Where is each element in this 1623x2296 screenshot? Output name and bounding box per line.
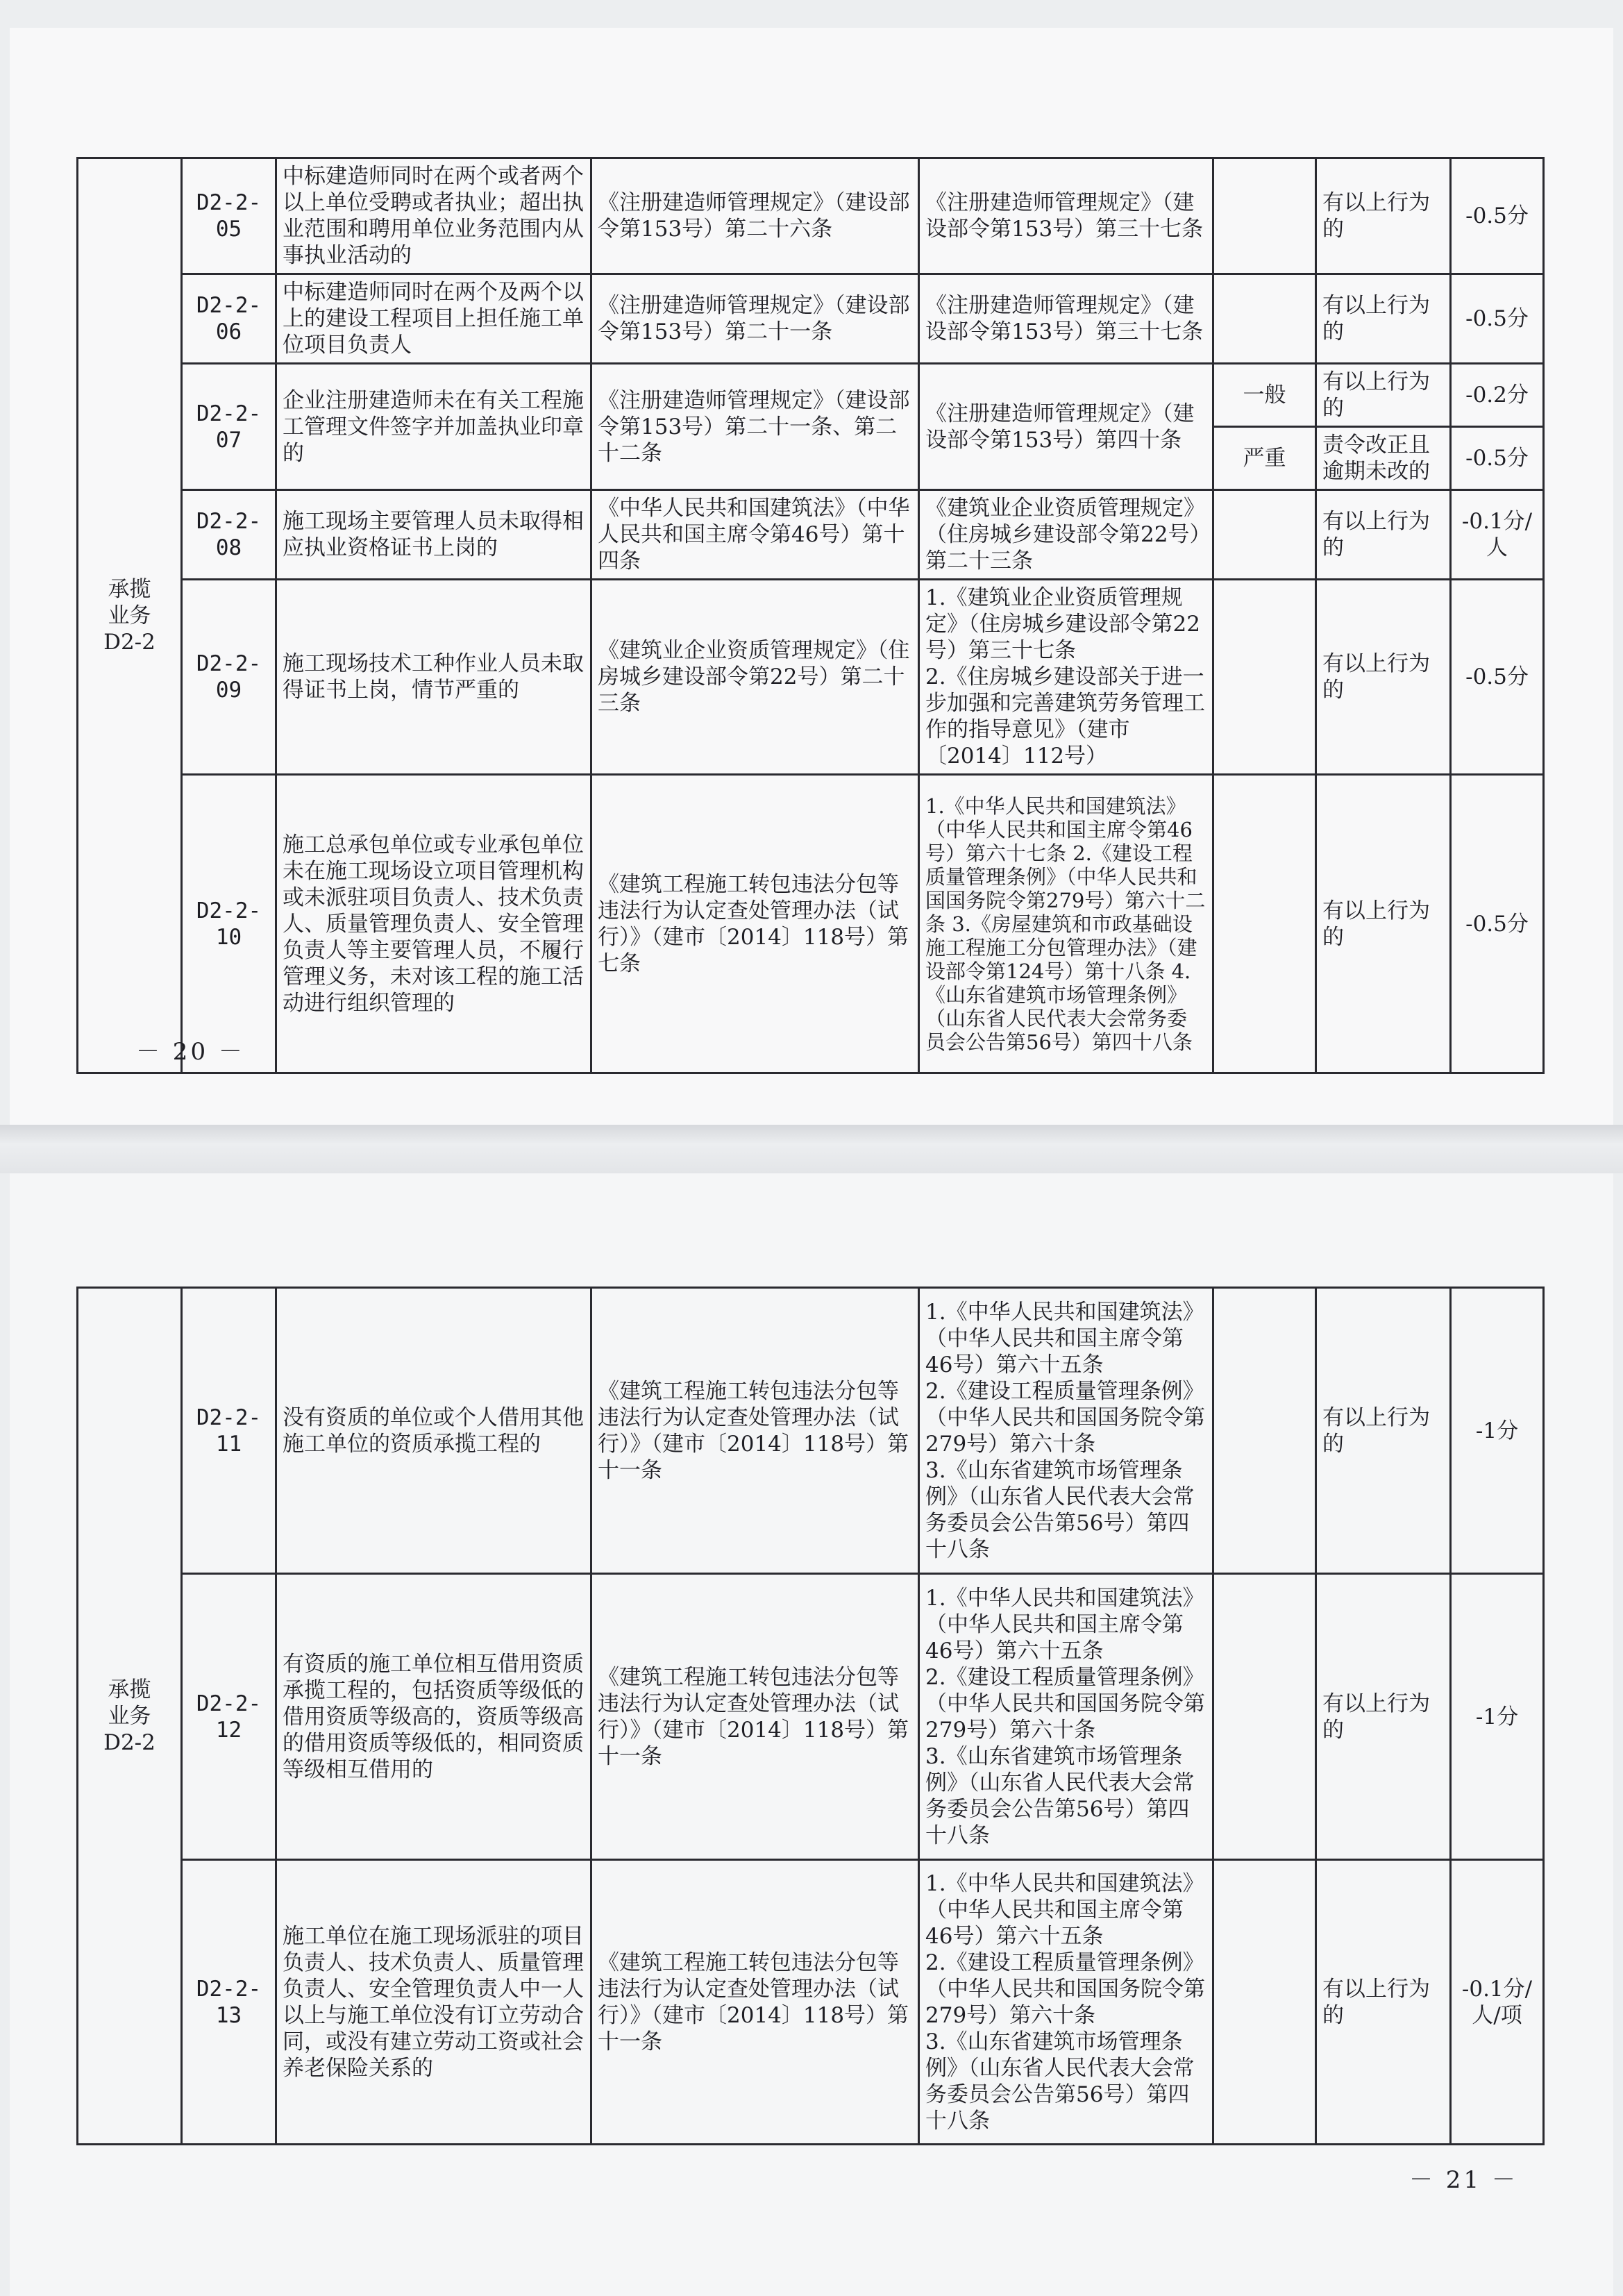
penalty-standard: 有以上行为的 (1316, 580, 1451, 775)
severity-level (1213, 775, 1316, 1073)
legal-basis: 《建筑工程施工转包违法分包等违法行为认定查处管理办法（试行）》（建市〔2014〕118号）第十一条 (591, 1288, 919, 1574)
severity-level (1213, 580, 1316, 775)
behavior-description: 有资质的施工单位相互借用资质承揽工程的，包括资质等级低的借用资质等级高的，资质等级高的借用资质等级低的，相同资质等级相互借用的 (276, 1574, 591, 1860)
penalty-table-page-21 (76, 1287, 1545, 2145)
legal-basis: 《注册建造师管理规定》（建设部令第153号）第二十一条、第二十二条 (591, 364, 919, 490)
penalty-standard: 责令改正且逾期未改的 (1316, 427, 1451, 490)
legal-basis: 《注册建造师管理规定》（建设部令第153号）第二十六条 (591, 158, 919, 274)
penalty-score: -0.5分 (1451, 274, 1544, 364)
severity-level (1213, 1860, 1316, 2145)
penalty-basis: 1.《中华人民共和国建筑法》（中华人民共和国主席令第46号）第六十七条 2.《建设工程质量管理条例》（中华人民共和国国务院令第279号）第六十二条 3.《房屋建筑和市政基础设施工程施工分包管理办法》（建设部令第124号）第十八条 4.《山东省建筑市场管理条例》（山东省人民代表大会常务委员会公告第56号）第四十八条 (919, 775, 1213, 1073)
legal-basis: 《中华人民共和国建筑法》（中华人民共和国主席令第46号）第十四条 (591, 490, 919, 580)
penalty-score: -0.1分/人 (1451, 490, 1544, 580)
penalty-basis: 1.《中华人民共和国建筑法》（中华人民共和国主席令第46号）第六十五条 2.《建设工程质量管理条例》（中华人民共和国国务院令第279号）第六十条 3.《山东省建筑市场管理条例》（山东省人民代表大会常务委员会公告第56号）第四十八条 (919, 1288, 1213, 1574)
penalty-basis: 1.《中华人民共和国建筑法》（中华人民共和国主席令第46号）第六十五条 2.《建设工程质量管理条例》（中华人民共和国国务院令第279号）第六十条 3.《山东省建筑市场管理条例》（山东省人民代表大会常务委员会公告第56号）第四十八条 (919, 1860, 1213, 2145)
severity-level: 严重 (1213, 427, 1316, 490)
penalty-basis: 《建筑业企业资质管理规定》（住房城乡建设部令第22号）第二十三条 (919, 490, 1213, 580)
behavior-code: D2-2-10 (182, 775, 276, 1073)
penalty-score: -0.5分 (1451, 427, 1544, 490)
penalty-basis: 《注册建造师管理规定》（建设部令第153号）第四十条 (919, 364, 1213, 490)
severity-level: 一般 (1213, 364, 1316, 427)
behavior-code: D2-2-12 (182, 1574, 276, 1860)
legal-basis: 《建筑工程施工转包违法分包等违法行为认定查处管理办法（试行）》（建市〔2014〕118号）第十一条 (591, 1574, 919, 1860)
penalty-basis: 1.《中华人民共和国建筑法》（中华人民共和国主席令第46号）第六十五条 2.《建设工程质量管理条例》（中华人民共和国国务院令第279号）第六十条 3.《山东省建筑市场管理条例》（山东省人民代表大会常务委员会公告第56号）第四十八条 (919, 1574, 1213, 1860)
behavior-description: 企业注册建造师未在有关工程施工管理文件签字并加盖执业印章的 (276, 364, 591, 490)
penalty-score: -1分 (1451, 1288, 1544, 1574)
penalty-standard: 有以上行为的 (1316, 490, 1451, 580)
table-row (78, 1288, 1544, 1574)
behavior-description: 施工单位在施工现场派驻的项目负责人、技术负责人、质量管理负责人、安全管理负责人中一人以上与施工单位没有订立劳动合同，或没有建立劳动工资或社会养老保险关系的 (276, 1860, 591, 2145)
table-row (78, 364, 1544, 427)
behavior-description: 施工现场主要管理人员未取得相应执业资格证书上岗的 (276, 490, 591, 580)
table-row (78, 1574, 1544, 1860)
penalty-score: -0.1分/人/项 (1451, 1860, 1544, 2145)
behavior-code: D2-2-13 (182, 1860, 276, 2145)
legal-basis: 《注册建造师管理规定》（建设部令第153号）第二十一条 (591, 274, 919, 364)
category-cell (78, 1288, 182, 2145)
severity-level (1213, 490, 1316, 580)
behavior-code: D2-2-11 (182, 1288, 276, 1574)
penalty-basis: 1.《建筑业企业资质管理规定》（住房城乡建设部令第22号）第三十七条 2.《住房城乡建设部关于进一步加强和完善建筑劳务管理工作的指导意见》（建市〔2014〕112号） (919, 580, 1213, 775)
behavior-description: 施工现场技术工种作业人员未取得证书上岗，情节严重的 (276, 580, 591, 775)
penalty-basis: 《注册建造师管理规定》（建设部令第153号）第三十七条 (919, 158, 1213, 274)
behavior-code: D2-2-08 (182, 490, 276, 580)
table-row (78, 490, 1544, 580)
penalty-basis: 《注册建造师管理规定》（建设部令第153号）第三十七条 (919, 274, 1213, 364)
penalty-score: -1分 (1451, 1574, 1544, 1860)
penalty-standard: 有以上行为的 (1316, 158, 1451, 274)
behavior-description: 没有资质的单位或个人借用其他施工单位的资质承揽工程的 (276, 1288, 591, 1574)
penalty-standard: 有以上行为的 (1316, 1288, 1451, 1574)
legal-basis: 《建筑工程施工转包违法分包等违法行为认定查处管理办法（试行）》（建市〔2014〕118号）第十一条 (591, 1860, 919, 2145)
category-label: 承揽 业务 D2-2 (103, 576, 155, 655)
severity-level (1213, 1288, 1316, 1574)
penalty-standard: 有以上行为的 (1316, 274, 1451, 364)
page-number: － 20 － (136, 1038, 245, 1066)
table-row (78, 775, 1544, 1073)
penalty-standard: 有以上行为的 (1316, 1860, 1451, 2145)
behavior-code: D2-2-09 (182, 580, 276, 775)
penalty-standard: 有以上行为的 (1316, 364, 1451, 427)
behavior-description: 中标建造师同时在两个及两个以上的建设工程项目上担任施工单位项目负责人 (276, 274, 591, 364)
penalty-standard: 有以上行为的 (1316, 1574, 1451, 1860)
penalty-score: -0.2分 (1451, 364, 1544, 427)
severity-level (1213, 158, 1316, 274)
page-gap (0, 1125, 1623, 1173)
severity-level (1213, 1574, 1316, 1860)
penalty-score: -0.5分 (1451, 775, 1544, 1073)
behavior-code: D2-2-06 (182, 274, 276, 364)
category-cell (78, 158, 182, 1073)
category-label: 承揽 业务 D2-2 (103, 1677, 155, 1755)
page-number: － 21 － (1409, 2166, 1518, 2194)
table-row (78, 580, 1544, 775)
behavior-description: 中标建造师同时在两个或者两个以上单位受聘或者执业；超出执业范围和聘用单位业务范围内从事执业活动的 (276, 158, 591, 274)
behavior-code: D2-2-05 (182, 158, 276, 274)
penalty-score: -0.5分 (1451, 580, 1544, 775)
severity-level (1213, 274, 1316, 364)
penalty-score: -0.5分 (1451, 158, 1544, 274)
behavior-description: 施工总承包单位或专业承包单位未在施工现场设立项目管理机构或未派驻项目负责人、技术负责人、质量管理负责人、安全管理负责人等主要管理人员，不履行管理义务，未对该工程的施工活动进行组织管理的 (276, 775, 591, 1073)
legal-basis: 《建筑业企业资质管理规定》（住房城乡建设部令第22号）第二十三条 (591, 580, 919, 775)
table-row (78, 158, 1544, 274)
behavior-code: D2-2-07 (182, 364, 276, 490)
table-row (78, 1860, 1544, 2145)
table-row (78, 274, 1544, 364)
legal-basis: 《建筑工程施工转包违法分包等违法行为认定查处管理办法（试行）》（建市〔2014〕118号）第七条 (591, 775, 919, 1073)
penalty-standard: 有以上行为的 (1316, 775, 1451, 1073)
penalty-table-page-20 (76, 157, 1545, 1074)
